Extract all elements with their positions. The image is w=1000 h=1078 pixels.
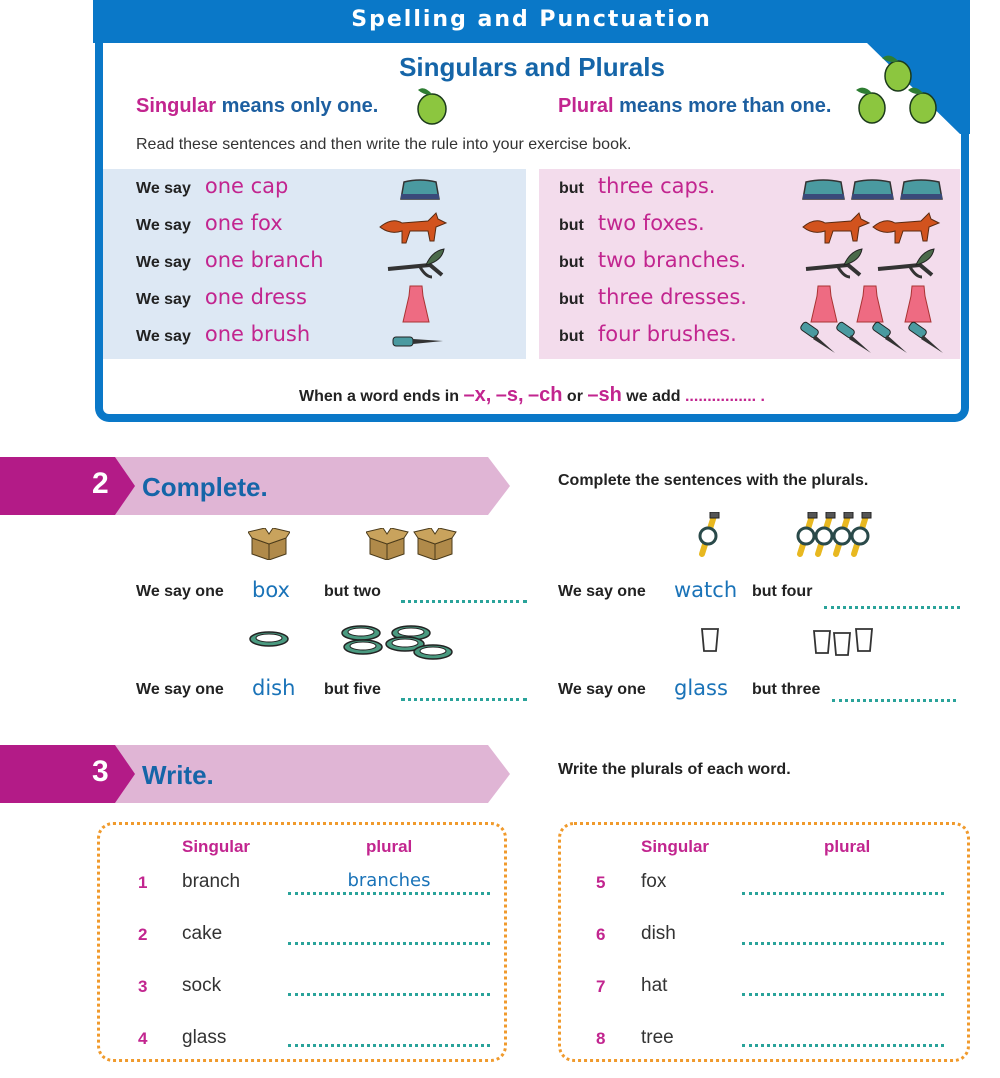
item-number: 7 xyxy=(596,977,606,996)
complete-prefix: We say one xyxy=(136,583,224,600)
answer-line[interactable] xyxy=(742,993,944,996)
complete-word-dish: dish xyxy=(252,676,296,700)
example-label: but xyxy=(559,291,584,308)
complete-mid: but five xyxy=(324,681,381,698)
rule-suffix: we add xyxy=(626,388,681,405)
instruction-text: Read these sentences and then write the rule into your exercise book. xyxy=(136,136,632,153)
section-2-title: Complete. xyxy=(142,472,268,502)
answer-line[interactable] xyxy=(288,1044,490,1047)
section-3-number-badge xyxy=(0,745,135,803)
column-header-plural: plural xyxy=(824,837,871,856)
example-word: two foxes. xyxy=(597,211,705,235)
section-2-number-badge xyxy=(0,457,135,515)
brush-icon xyxy=(391,334,445,348)
singular-word: glass xyxy=(182,1027,227,1048)
example-row xyxy=(136,322,310,359)
example-word: three dresses. xyxy=(597,285,747,309)
brushes-icon xyxy=(799,321,947,357)
rule-ending-s: –s, xyxy=(495,384,524,406)
complete-mid: but four xyxy=(752,583,813,600)
answer-blank-watch[interactable] xyxy=(824,606,960,609)
cap-icon xyxy=(398,179,442,201)
apple-icon xyxy=(414,83,450,125)
example-label: We say xyxy=(136,217,191,234)
singular-word: branch xyxy=(182,871,241,892)
singular-word: cake xyxy=(182,923,223,944)
section-3-number: 3 xyxy=(92,755,109,788)
answer-blank-box[interactable] xyxy=(401,600,527,603)
plural-definition-text: means more than one. xyxy=(619,95,832,117)
section-2-instruction: Complete the sentences with the plurals. xyxy=(558,472,869,489)
example-label: We say xyxy=(136,180,191,197)
singular-examples-panel xyxy=(103,169,526,359)
example-word: one dress xyxy=(204,285,307,309)
example-label: but xyxy=(559,217,584,234)
answer-line[interactable] xyxy=(742,892,944,895)
plural-keyword: Plural xyxy=(558,95,614,117)
dish-icon xyxy=(248,630,290,648)
page-title: Singulars and Plurals xyxy=(399,52,665,82)
rule-sentence xyxy=(95,384,969,407)
answer-line[interactable] xyxy=(288,892,490,895)
item-number: 2 xyxy=(138,925,148,944)
item-number: 6 xyxy=(596,925,606,944)
branches-icon xyxy=(804,247,940,281)
watch-icon xyxy=(694,512,724,558)
example-label: We say xyxy=(136,254,191,271)
singular-definition xyxy=(136,95,378,118)
section-3-title: Write. xyxy=(142,760,214,790)
column-header-singular: Singular xyxy=(182,837,251,856)
complete-prefix: We say one xyxy=(558,583,646,600)
item-number: 1 xyxy=(138,873,148,892)
section-band-title: Spelling and Punctuation xyxy=(93,0,970,43)
column-header-singular: Singular xyxy=(641,837,710,856)
item-number: 4 xyxy=(138,1029,148,1048)
rule-ending-x: –x, xyxy=(463,384,492,406)
singular-word: sock xyxy=(182,975,222,996)
complete-prefix: We say one xyxy=(136,681,224,698)
example-word: one branch xyxy=(204,248,324,272)
dresses-icon xyxy=(809,284,949,324)
column-header-plural: plural xyxy=(366,837,413,856)
example-word: three caps. xyxy=(597,174,716,198)
caps-icon xyxy=(801,179,947,201)
answer-line[interactable] xyxy=(288,942,490,945)
complete-mid: but two xyxy=(324,583,381,600)
item-number: 8 xyxy=(596,1029,606,1048)
complete-word-glass: glass xyxy=(674,676,728,700)
answer-line[interactable] xyxy=(288,993,490,996)
plural-examples-panel xyxy=(539,169,960,359)
boxes-icon xyxy=(366,528,458,560)
glasses-icon xyxy=(812,627,876,657)
dishes-icon xyxy=(340,624,456,660)
example-row xyxy=(559,174,715,211)
rule-ending-sh: –sh xyxy=(587,384,622,406)
example-label: but xyxy=(559,254,584,271)
example-word: two branches. xyxy=(597,248,747,272)
example-row xyxy=(136,285,307,322)
example-label: but xyxy=(559,328,584,345)
glass-icon xyxy=(700,627,720,653)
plural-answer[interactable]: branches xyxy=(347,870,431,891)
example-row xyxy=(559,211,705,248)
item-number: 3 xyxy=(138,977,148,996)
example-label: We say xyxy=(136,328,191,345)
box-icon xyxy=(248,528,290,560)
complete-word-box: box xyxy=(252,578,290,602)
complete-mid: but three xyxy=(752,681,821,698)
answer-line[interactable] xyxy=(742,1044,944,1047)
example-row xyxy=(559,322,737,359)
watches-icon xyxy=(792,512,878,558)
example-row xyxy=(136,248,324,285)
complete-word-watch: watch xyxy=(674,578,738,602)
singular-keyword: Singular xyxy=(136,95,217,117)
branch-icon xyxy=(386,247,448,281)
foxes-icon xyxy=(801,209,941,245)
complete-prefix: We say one xyxy=(558,681,646,698)
answer-line[interactable] xyxy=(742,942,944,945)
rule-prefix: When a word ends in xyxy=(299,388,460,405)
example-word: one cap xyxy=(204,174,289,198)
example-row xyxy=(559,248,746,285)
example-word: one fox xyxy=(204,211,283,235)
example-label: but xyxy=(559,180,584,197)
rule-or: or xyxy=(566,388,583,405)
plural-definition xyxy=(558,95,831,118)
example-label: We say xyxy=(136,291,191,308)
section-2-number: 2 xyxy=(92,467,109,500)
dress-icon xyxy=(401,284,431,324)
singular-definition-text: means only one. xyxy=(221,95,379,117)
example-row xyxy=(136,211,283,248)
singular-word: tree xyxy=(641,1027,674,1048)
answer-blank-dish[interactable] xyxy=(401,698,527,701)
answer-blank-glass[interactable] xyxy=(832,699,956,702)
example-word: one brush xyxy=(204,322,311,346)
section-3-instruction: Write the plurals of each word. xyxy=(558,761,791,778)
singular-word: dish xyxy=(641,923,676,944)
fox-icon xyxy=(378,209,448,245)
example-row xyxy=(136,174,288,211)
singular-word: fox xyxy=(641,871,667,892)
example-row xyxy=(559,285,747,322)
item-number: 5 xyxy=(596,873,606,892)
singular-word: hat xyxy=(641,975,668,996)
rule-ending-ch: –ch xyxy=(528,384,563,406)
rule-blank[interactable]: ................ . xyxy=(684,388,765,405)
example-word: four brushes. xyxy=(597,322,737,346)
